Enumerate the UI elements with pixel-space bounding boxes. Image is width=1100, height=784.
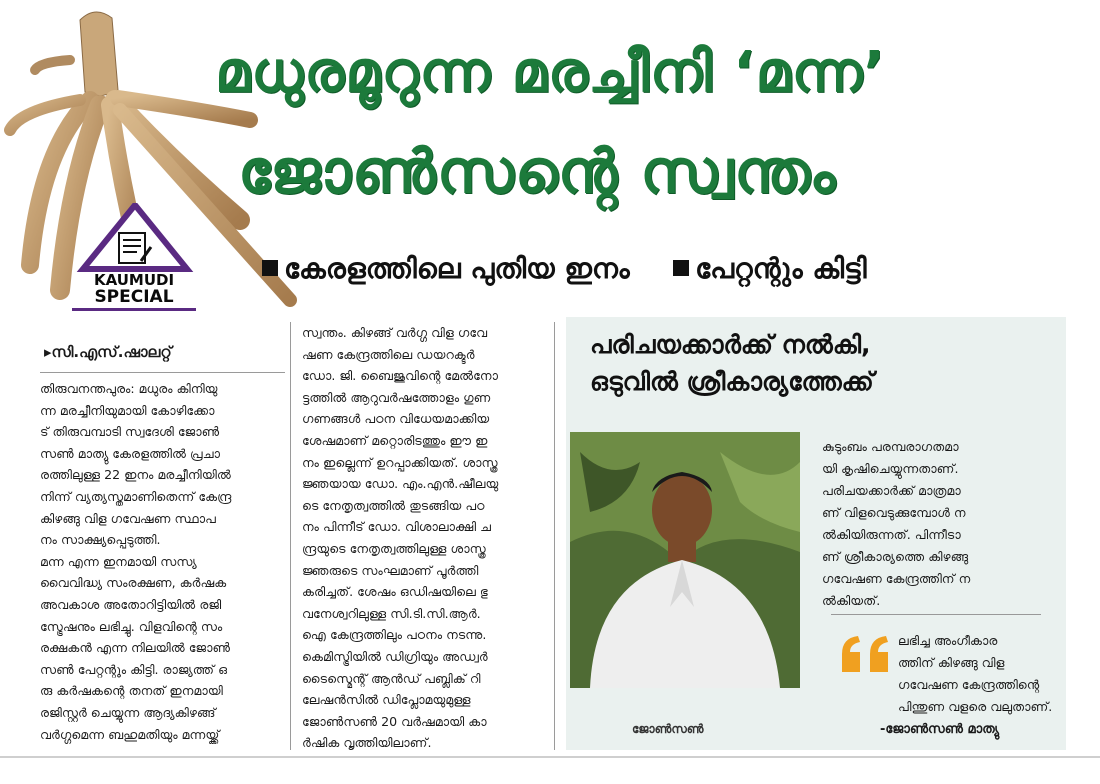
text-line: പരിചയക്കാർക്ക് മാത്രമാ (822, 483, 961, 498)
subhead-item2: പേറ്റന്റും കിട്ടി (695, 252, 867, 285)
text-line: സൺ മാത്യു കേരളത്തിൽ പ്രചാ (40, 445, 221, 461)
text-line: ലേഷൻസിൽ ഡിപ്ലോമയുമുള്ള (302, 692, 471, 708)
subhead-item1: കേരളത്തിലെ പുതിയ ഇനം (284, 252, 630, 285)
text-line: രു കർഷകന്റെ തനത് ഇനമായി (40, 683, 223, 699)
sidebar-title-line2: ഒടുവിൽ ശ്രീകാര്യത്തേക്ക് (590, 367, 874, 396)
badge-line2: SPECIAL (72, 289, 196, 311)
text-line: ജ്ഞരുടെ സംഘമാണ് പൂർത്തി (302, 562, 479, 578)
subheadline (262, 252, 867, 286)
text-line: ണ് വിളവെടുക്കുമ്പോൾ ന (822, 505, 966, 520)
text-line: വനേശ്വറിലുള്ള സി.ടി.സി.ആർ. (302, 605, 481, 621)
text-line: ൽകിയത്. (822, 593, 881, 608)
text-line: ട് തിരുവമ്പാടി സ്വദേശി ജോൺ (40, 424, 220, 440)
text-line: ന്ദ്രയുടെ നേതൃത്വത്തിലുള്ള ശാസ്ത്ര (302, 540, 486, 556)
text-line: രക്ഷകൻ എന്ന നിലയിൽ ജോൺ (40, 640, 231, 656)
text-line: മന്ന എന്ന ഇനമായി സസ്യ (40, 553, 197, 569)
pull-quote (898, 630, 1052, 718)
text-line: നിന്ന് വ്യത്യസ്തമാണിതെന്ന് കേന്ദ്ര (40, 488, 232, 504)
text-line: കിഴങ്ങു വിള ഗവേഷണ സ്ഥാപ (40, 510, 216, 526)
square-bullet-icon (262, 260, 278, 276)
text-line: വൈവിദ്ധ്യ സംരക്ഷണ, കർഷക (40, 575, 227, 591)
text-line: നം പിന്നീട് ഡോ. വിശാലാക്ഷി ച (302, 519, 492, 535)
text-line: നം ഇല്ലെന്ന് ഉറപ്പാക്കിയത്. ശാസ്ത്ര (302, 454, 498, 470)
text-line: ശേഷമാണ് മറ്റൊരിടത്തും ഈ ഇ (302, 432, 488, 448)
badge-label (72, 272, 196, 311)
text-line: ഷണ കേന്ദ്രത്തിലെ ഡയറക്ടർ (302, 346, 475, 362)
text-line: വർഗ്ഗമെന്ന ബഹുമതിയും മന്നയ്ക്ക് (40, 726, 220, 742)
text-line: തിരുവനന്തപുരം: മധുരം കിനിയു (40, 381, 218, 396)
text-line: ലഭിച്ച അംഗീകാര (898, 633, 998, 648)
text-line: കെമിസ്ട്രിയിൽ ഡിഗ്രിയും അഡ്വർ (302, 648, 488, 664)
text-line: നം സാക്ഷ്യപ്പെടുത്തി. (40, 532, 161, 548)
text-line: ഗവേഷണ കേന്ദ്രത്തിന് ന (822, 571, 971, 586)
photo-caption: ജോൺസൺ (632, 722, 704, 736)
sidebar-body (822, 436, 970, 612)
text-line: രത്തിലുള്ള 22 ഇനം മരച്ചീനിയിൽ (40, 467, 231, 483)
text-line: ജ്ഞയായ ഡോ. എം.എൻ.ഷീലയു (302, 476, 499, 492)
text-line: കുടുംബം പരമ്പരാഗതമാ (822, 439, 959, 454)
badge-line1: KAUMUDI (93, 271, 175, 289)
text-line: ർഷിക വൃത്തിയിലാണ്. (302, 735, 432, 751)
divider (40, 372, 285, 373)
text-line: ടൈസ്മെന്റ് ആൻഡ് പബ്ലിക് റി (302, 670, 481, 686)
headline-line2: ജോൺസന്റെ സ്വന്തം (238, 137, 837, 207)
text-line: രജിസ്റ്റർ ചെയ്യുന്ന ആദ്യകിഴങ്ങ് (40, 704, 216, 720)
text-line: ണ് ശ്രീകാര്യത്തെ കിഴങ്ങു (822, 549, 969, 564)
text-line: ത്തിന് കിഴങ്ങു വിള (898, 655, 1005, 670)
sidebar-title (590, 326, 874, 400)
text-line: ൽകിയിരുന്നത്. പിന്നീടാ (822, 527, 961, 542)
sidebar-title-line1: പരിചയക്കാർക്ക് നൽകി, (590, 330, 871, 359)
text-line: സ്ട്രേഷനും ലഭിച്ചു. വിളവിന്റെ സം (40, 618, 223, 634)
text-line: അവകാശ അതോറിട്ടിയിൽ രജി (40, 596, 222, 612)
byline: ▸സി.എസ്.ഷാലറ്റ് (44, 343, 172, 361)
text-line: യി കൃഷിചെയ്യുന്നതാണ്. (822, 461, 959, 476)
text-line: ട്ടത്തിൽ ആറുവർഷത്തോളം ഗുണ (302, 389, 491, 405)
byline-author: സി.എസ്.ഷാലറ്റ് (51, 343, 172, 361)
quote-author: -ജോൺസൺ മാത്യു (880, 722, 999, 737)
column-divider (290, 322, 291, 750)
text-line: കരിച്ചത്. ശേഷം ഒഡിഷയിലെ ഭു (302, 584, 488, 600)
text-line: പിന്തുണ വളരെ വലുതാണ്. (898, 699, 1053, 714)
text-line: ഗണങ്ങൾ പഠന വിധേയമാക്കിയ (302, 411, 490, 427)
text-line: ജോൺസൺ 20 വർഷമായി കാ (302, 713, 487, 729)
text-line: ഡോ. ജി. ബൈജുവിന്റെ മേൽനോ (302, 368, 498, 384)
quote-icon (838, 632, 896, 674)
text-line: സൺ പേറ്റന്റും കിട്ടി. രാജ്യത്ത് ഒ (40, 661, 228, 677)
divider (831, 614, 1041, 615)
headline-line1: മധുരമൂറുന്ന മരച്ചീനി ‘മന്ന’ (215, 40, 886, 105)
text-line: സ്വന്തം. കിഴങ്ങ് വർഗ്ഗ വിള ഗവേ (302, 325, 488, 340)
text-line: ന്ന മരച്ചീനിയുമായി കോഴിക്കോ (40, 402, 215, 418)
square-bullet-icon (673, 260, 689, 276)
page-divider (0, 756, 1100, 758)
column-divider (554, 322, 555, 750)
text-line: ഐ കേന്ദ്രത്തിലും പഠനം നടന്നു. (302, 627, 487, 643)
portrait-photo (570, 432, 800, 688)
article-column-1 (40, 378, 231, 745)
article-column-2 (302, 322, 498, 754)
text-line: ഗവേഷണ കേന്ദ്രത്തിന്റെ (898, 677, 1040, 692)
text-line: ടെ നേതൃത്വത്തിൽ തുടങ്ങിയ പഠ (302, 497, 485, 513)
